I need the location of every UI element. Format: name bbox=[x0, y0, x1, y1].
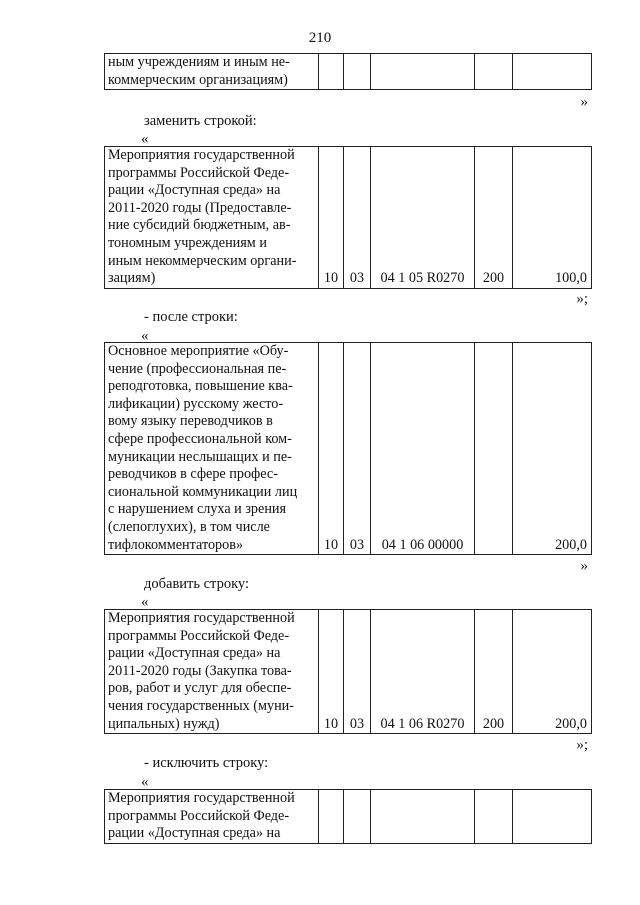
expense-type-code: 200 bbox=[475, 147, 513, 289]
table-row bbox=[105, 343, 592, 555]
budget-table-2 bbox=[104, 146, 592, 289]
closing-quote: » bbox=[580, 558, 588, 574]
target-article-code: 04 1 06 R0270 bbox=[371, 610, 475, 734]
subsection-code bbox=[344, 54, 371, 90]
opening-quote: « bbox=[141, 774, 149, 790]
section-code: 10 bbox=[319, 343, 344, 555]
row-description: Основное мероприятие «Обу- чение (профессиональная пе- реподготовка, повышение ква- лификации) русскому жесто- вому языку переводчиков в сфере профессиональной ком- муникации неслышащих и пе- реводчиков в сфере профес- сиональной коммуникации лиц с нарушением слуха и зрения (слепоглухих), в том числе тифлокомментаторов» bbox=[105, 343, 319, 555]
section-code: 10 bbox=[319, 610, 344, 734]
amount-value: 100,0 bbox=[513, 147, 592, 289]
row-description: Мероприятия государственной программы Российской Феде- рации «Доступная среда» на 2011-2020 годы (Предоставле- ние субсидий бюджетным, ав- тономным учреждениям и иным некоммерческим органи- зациям) bbox=[105, 147, 319, 289]
subsection-code: 03 bbox=[344, 343, 371, 555]
instruction-add-row: добавить строку: bbox=[144, 576, 249, 592]
budget-table-1 bbox=[104, 53, 592, 90]
amount-value: 200,0 bbox=[513, 343, 592, 555]
row-description: Мероприятия государственной программы Российской Феде- рации «Доступная среда» на 2011-2020 годы (Закупка това- ров, работ и услуг для обеспе- чения государственных (муни- ципальных) нужд) bbox=[105, 610, 319, 734]
row-description: ным учреждениям и иным не- коммерческим организациям) bbox=[105, 54, 319, 90]
instruction-after-row: - после строки: bbox=[144, 309, 238, 325]
budget-table-5 bbox=[104, 789, 592, 844]
amount-value: 200,0 bbox=[513, 610, 592, 734]
opening-quote: « bbox=[141, 594, 149, 610]
amount-value bbox=[513, 54, 592, 90]
amount-value bbox=[513, 790, 592, 844]
target-article-code bbox=[371, 54, 475, 90]
closing-quote: »; bbox=[576, 737, 588, 753]
subsection-code: 03 bbox=[344, 610, 371, 734]
table-row bbox=[105, 610, 592, 734]
budget-table-3 bbox=[104, 342, 592, 555]
opening-quote: « bbox=[141, 328, 149, 344]
section-code: 10 bbox=[319, 147, 344, 289]
expense-type-code: 200 bbox=[475, 610, 513, 734]
section-code bbox=[319, 54, 344, 90]
instruction-replace-with-row: заменить строкой: bbox=[144, 113, 257, 129]
table-row bbox=[105, 790, 592, 844]
section-code bbox=[319, 790, 344, 844]
expense-type-code bbox=[475, 54, 513, 90]
target-article-code: 04 1 05 R0270 bbox=[371, 147, 475, 289]
closing-quote: »; bbox=[576, 291, 588, 307]
table-row bbox=[105, 147, 592, 289]
closing-quote: » bbox=[580, 94, 588, 110]
subsection-code: 03 bbox=[344, 147, 371, 289]
subsection-code bbox=[344, 790, 371, 844]
expense-type-code bbox=[475, 343, 513, 555]
instruction-remove-row: - исключить строку: bbox=[144, 755, 269, 771]
row-description: Мероприятия государственной программы Российской Феде- рации «Доступная среда» на bbox=[105, 790, 319, 844]
opening-quote: « bbox=[141, 131, 149, 147]
expense-type-code bbox=[475, 790, 513, 844]
table-row bbox=[105, 54, 592, 90]
page-number: 210 bbox=[308, 30, 332, 46]
target-article-code: 04 1 06 00000 bbox=[371, 343, 475, 555]
target-article-code bbox=[371, 790, 475, 844]
budget-table-4 bbox=[104, 609, 592, 734]
